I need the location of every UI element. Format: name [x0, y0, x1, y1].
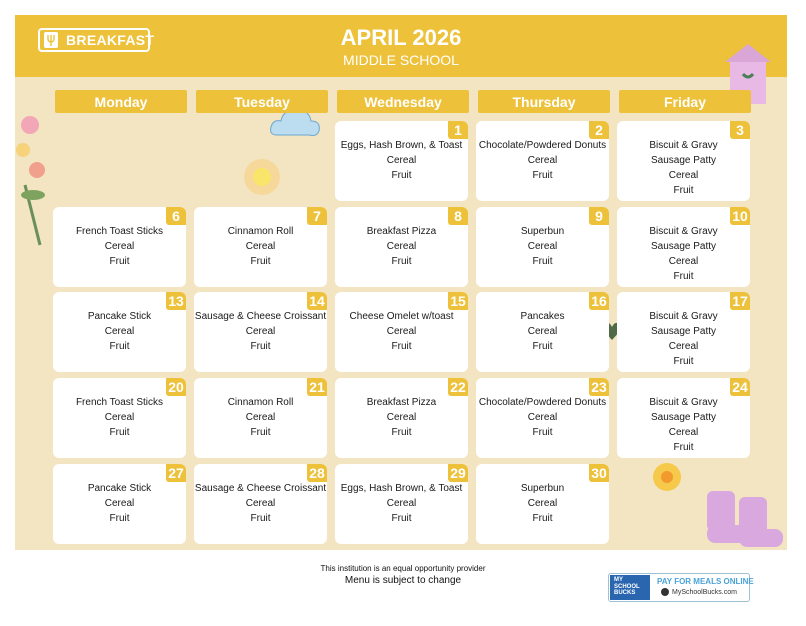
- day-number: 17: [730, 292, 750, 310]
- menu-item: Cereal: [104, 326, 135, 337]
- day-cell: [194, 464, 327, 544]
- menu-items: [476, 138, 609, 183]
- menu-item: Fruit: [250, 513, 271, 524]
- day-header-monday: Monday: [55, 90, 187, 113]
- menu-item: Sausage & Cheese Croissant: [194, 311, 327, 322]
- calendar-page: [15, 15, 787, 550]
- menu-items: [476, 481, 609, 526]
- menu-item: Biscuit & Gravy: [649, 311, 718, 322]
- menu-item: Superbun: [520, 226, 565, 237]
- menu-item: Breakfast Pizza: [366, 226, 437, 237]
- menu-item: French Toast Sticks: [75, 397, 164, 408]
- menu-item: Cereal: [104, 498, 135, 509]
- calendar-header: [15, 15, 787, 77]
- day-number: 3: [730, 121, 750, 139]
- day-cell: [476, 378, 609, 458]
- day-number: 27: [166, 464, 186, 482]
- menu-items: [335, 224, 468, 269]
- day-number: 29: [448, 464, 468, 482]
- menu-item: Fruit: [532, 256, 553, 267]
- menu-items: [53, 395, 186, 440]
- menu-item: Biscuit & Gravy: [649, 140, 718, 151]
- menu-item: Cereal: [668, 256, 699, 267]
- menu-item: Cinnamon Roll: [227, 226, 294, 237]
- myschoolbucks-link[interactable]: MySchoolBucks.com: [661, 588, 737, 596]
- day-number: 14: [307, 292, 327, 310]
- menu-items: [335, 395, 468, 440]
- menu-item: Fruit: [391, 427, 412, 438]
- menu-item: Fruit: [673, 442, 694, 453]
- menu-item: Cinnamon Roll: [227, 397, 294, 408]
- myschoolbucks-logo: MY SCHOOL BUCKS: [610, 575, 650, 600]
- day-cell: [335, 121, 468, 201]
- breakfast-label: BREAKFAST: [66, 32, 155, 48]
- menu-item: Fruit: [532, 427, 553, 438]
- day-number: 23: [589, 378, 609, 396]
- menu-items: [617, 224, 750, 284]
- menu-item: Cereal: [527, 155, 558, 166]
- menu-item: Fruit: [391, 170, 412, 181]
- menu-items: [335, 138, 468, 183]
- day-cell: [194, 378, 327, 458]
- menu-item: Cereal: [527, 326, 558, 337]
- day-cell: [335, 292, 468, 372]
- day-number: 6: [166, 207, 186, 225]
- menu-item: Cereal: [386, 326, 417, 337]
- menu-items: [335, 481, 468, 526]
- menu-item: Fruit: [109, 427, 130, 438]
- day-cell: [617, 121, 750, 201]
- menu-item: Cereal: [668, 341, 699, 352]
- menu-item: Eggs, Hash Brown, & Toast: [340, 140, 463, 151]
- menu-items: [476, 224, 609, 269]
- menu-item: Sausage & Cheese Croissant: [194, 483, 327, 494]
- menu-item: Sausage Patty: [650, 155, 717, 166]
- day-cell: [617, 207, 750, 287]
- rain-boots-illustration: [703, 485, 787, 550]
- menu-item: Fruit: [250, 256, 271, 267]
- menu-item: Cereal: [245, 498, 276, 509]
- day-cell: [476, 121, 609, 201]
- globe-icon: [661, 588, 669, 596]
- day-cell: [476, 292, 609, 372]
- menu-item: Fruit: [250, 427, 271, 438]
- day-number: 24: [730, 378, 750, 396]
- menu-items: [617, 309, 750, 369]
- menu-item: Fruit: [532, 513, 553, 524]
- day-number: 22: [448, 378, 468, 396]
- day-header-friday: Friday: [619, 90, 751, 113]
- menu-item: Fruit: [673, 271, 694, 282]
- menu-items: [617, 138, 750, 198]
- day-number: 9: [589, 207, 609, 225]
- day-cell: [53, 378, 186, 458]
- menu-item: Cereal: [104, 412, 135, 423]
- day-cell: [53, 292, 186, 372]
- menu-item: Cereal: [386, 412, 417, 423]
- day-number: 1: [448, 121, 468, 139]
- menu-change-notice: Menu is subject to change: [344, 575, 462, 586]
- page-subtitle: MIDDLE SCHOOL: [343, 52, 459, 68]
- menu-items: [617, 395, 750, 455]
- myschoolbucks-banner[interactable]: [608, 573, 754, 602]
- menu-item: Cereal: [527, 412, 558, 423]
- day-cell: [194, 292, 327, 372]
- menu-items: [335, 309, 468, 354]
- menu-item: Fruit: [391, 513, 412, 524]
- menu-items: [194, 224, 327, 269]
- menu-item: Chocolate/Powdered Donuts: [478, 140, 607, 151]
- day-number: 13: [166, 292, 186, 310]
- menu-item: Pancake Stick: [87, 483, 152, 494]
- day-cell: [476, 207, 609, 287]
- day-number: 15: [448, 292, 468, 310]
- yellow-flower-icon: [645, 455, 689, 499]
- menu-item: Cereal: [245, 326, 276, 337]
- menu-item: Cereal: [386, 155, 417, 166]
- menu-item: Fruit: [673, 356, 694, 367]
- menu-item: Fruit: [109, 341, 130, 352]
- page-title: APRIL 2026: [340, 25, 462, 50]
- day-cell: [476, 464, 609, 544]
- menu-item: French Toast Sticks: [75, 226, 164, 237]
- day-cell: [335, 464, 468, 544]
- menu-item: Cereal: [668, 170, 699, 181]
- menu-items: [476, 309, 609, 354]
- menu-item: Chocolate/Powdered Donuts: [478, 397, 607, 408]
- day-number: 8: [448, 207, 468, 225]
- day-number: 21: [307, 378, 327, 396]
- flower-icon: [227, 147, 297, 207]
- day-cell: [617, 378, 750, 458]
- menu-item: Cheese Omelet w/toast: [349, 311, 454, 322]
- day-cell: [53, 207, 186, 287]
- menu-item: Sausage Patty: [650, 412, 717, 423]
- day-number: 28: [307, 464, 327, 482]
- menu-item: Sausage Patty: [650, 326, 717, 337]
- menu-item: Cereal: [245, 241, 276, 252]
- menu-item: Biscuit & Gravy: [649, 226, 718, 237]
- menu-items: [53, 481, 186, 526]
- menu-items: [194, 481, 327, 526]
- menu-items: [53, 224, 186, 269]
- day-number: 2: [589, 121, 609, 139]
- menu-item: Cereal: [668, 427, 699, 438]
- day-cell: [335, 207, 468, 287]
- menu-items: [53, 309, 186, 354]
- day-header-tuesday: Tuesday: [196, 90, 328, 113]
- menu-item: Eggs, Hash Brown, & Toast: [340, 483, 463, 494]
- menu-item: Cereal: [386, 498, 417, 509]
- menu-item: Fruit: [532, 341, 553, 352]
- day-cell: [617, 292, 750, 372]
- menu-item: Fruit: [673, 185, 694, 196]
- day-cell: [194, 207, 327, 287]
- menu-item: Fruit: [109, 513, 130, 524]
- day-number: 10: [730, 207, 750, 225]
- menu-item: Fruit: [391, 341, 412, 352]
- menu-item: Fruit: [109, 256, 130, 267]
- menu-item: Cereal: [245, 412, 276, 423]
- menu-item: Biscuit & Gravy: [649, 397, 718, 408]
- menu-item: Sausage Patty: [650, 241, 717, 252]
- menu-item: Breakfast Pizza: [366, 397, 437, 408]
- day-number: 7: [307, 207, 327, 225]
- menu-item: Superbun: [520, 483, 565, 494]
- day-number: 16: [589, 292, 609, 310]
- pay-online-label: PAY FOR MEALS ONLINE: [657, 577, 754, 586]
- menu-item: Fruit: [391, 256, 412, 267]
- menu-items: [194, 309, 327, 354]
- menu-item: Cereal: [527, 498, 558, 509]
- menu-items: [194, 395, 327, 440]
- day-number: 30: [589, 464, 609, 482]
- day-header-thursday: Thursday: [478, 90, 610, 113]
- menu-item: Pancakes: [520, 311, 565, 322]
- day-header-wednesday: Wednesday: [337, 90, 469, 113]
- day-number: 20: [166, 378, 186, 396]
- day-cell: [53, 464, 186, 544]
- menu-items: [476, 395, 609, 440]
- menu-item: Fruit: [532, 170, 553, 181]
- menu-item: Fruit: [250, 341, 271, 352]
- day-cell: [335, 378, 468, 458]
- flower-bouquet-illustration: [15, 95, 55, 255]
- menu-item: Cereal: [104, 241, 135, 252]
- menu-item: Pancake Stick: [87, 311, 152, 322]
- menu-item: Cereal: [527, 241, 558, 252]
- menu-item: Cereal: [386, 241, 417, 252]
- equal-opportunity-notice: This institution is an equal opportunity provider: [320, 564, 486, 573]
